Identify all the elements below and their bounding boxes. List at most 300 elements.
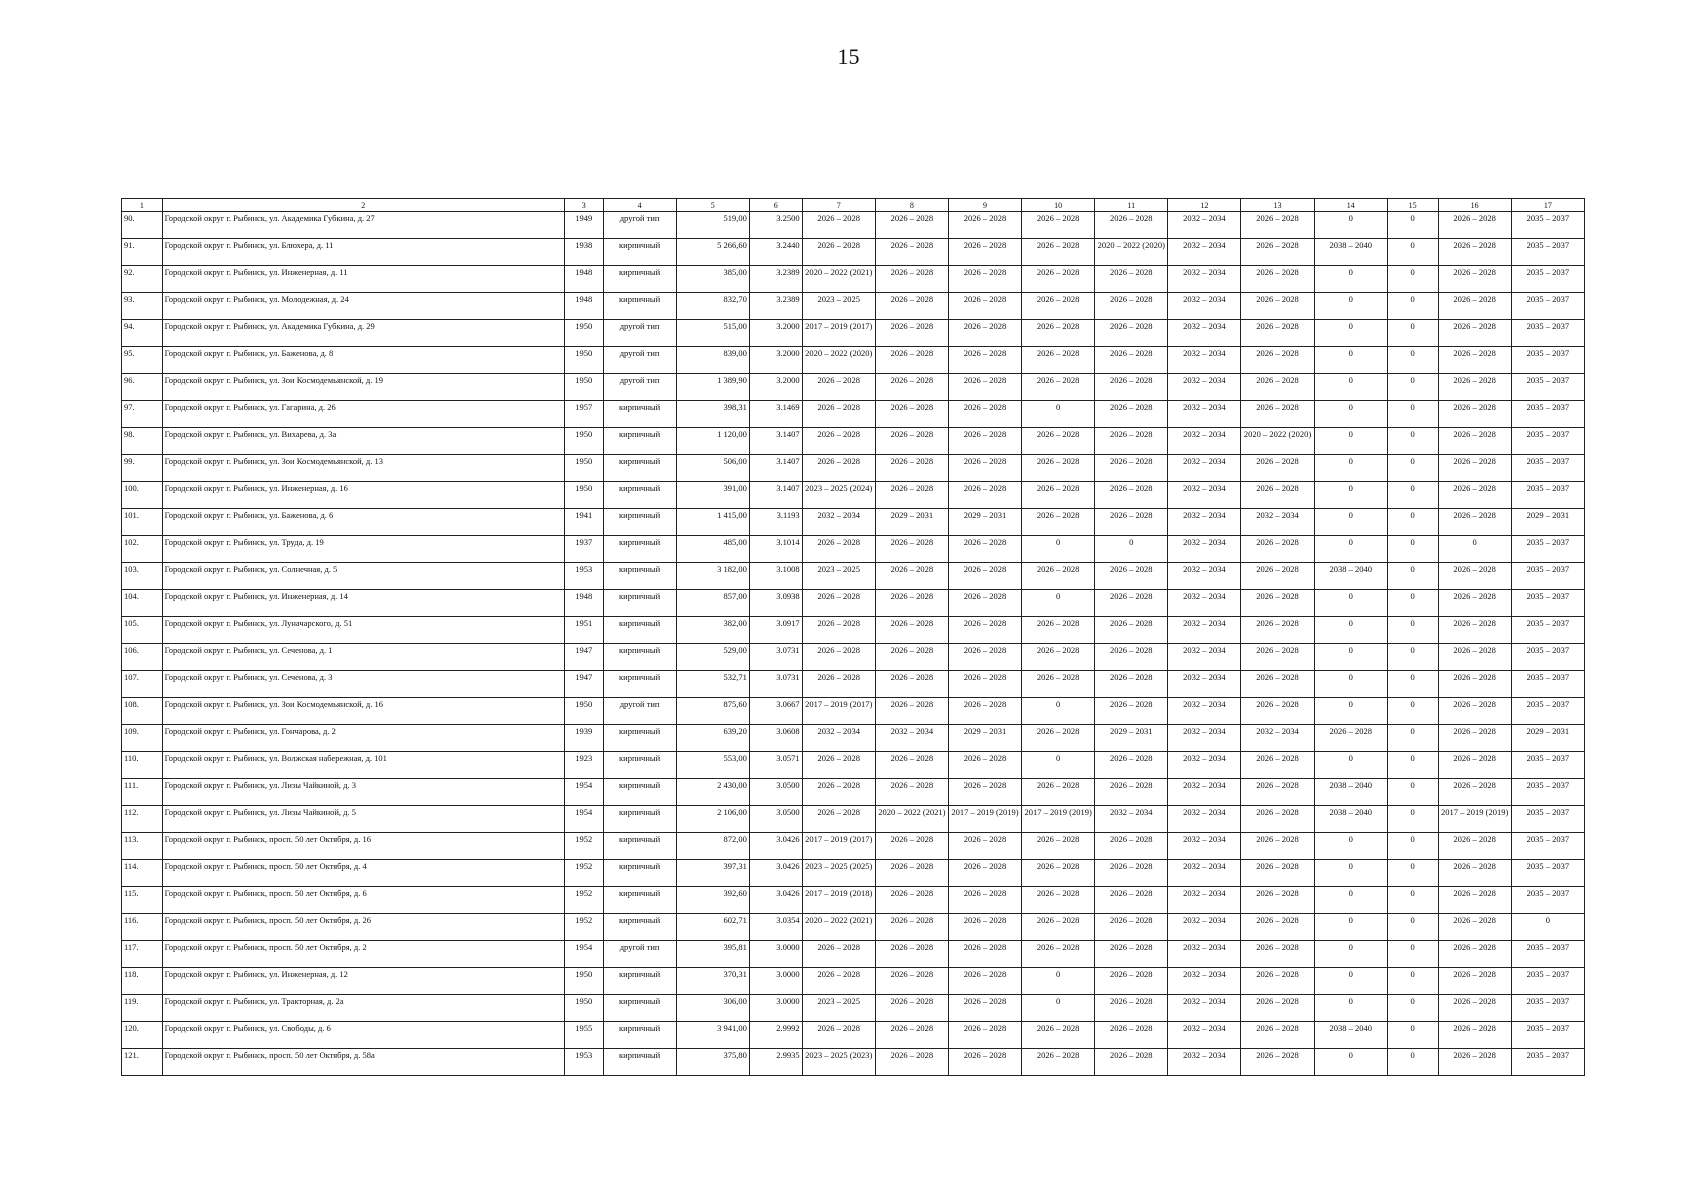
cell-col-13: 2026 – 2028 [1241, 1022, 1314, 1049]
cell-col-3: 1950 [564, 455, 603, 482]
cell-col-14: 0 [1314, 860, 1387, 887]
cell-col-10: 2026 – 2028 [1022, 482, 1095, 509]
table-row [122, 266, 1585, 293]
cell-col-14: 0 [1314, 644, 1387, 671]
cell-col-9: 2026 – 2028 [948, 1022, 1021, 1049]
cell-col-7: 2023 – 2025 [802, 293, 875, 320]
cell-col-6: 3.1407 [749, 455, 802, 482]
cell-col-4: другой тип [603, 941, 676, 968]
cell-col-2: Городской округ г. Рыбинск, просп. 50 лет Октября, д. 2 [162, 941, 564, 968]
cell-col-3: 1953 [564, 563, 603, 590]
cell-col-15: 0 [1387, 509, 1438, 536]
cell-col-7: 2026 – 2028 [802, 617, 875, 644]
cell-col-15: 0 [1387, 671, 1438, 698]
cell-col-4: кирпичный [603, 1049, 676, 1076]
column-header-14: 14 [1314, 199, 1387, 212]
cell-col-13: 2020 – 2022 (2020) [1241, 428, 1314, 455]
cell-col-2: Городской округ г. Рыбинск, ул. Тракторная, д. 2а [162, 995, 564, 1022]
cell-col-9: 2026 – 2028 [948, 374, 1021, 401]
cell-col-12: 2032 – 2034 [1168, 212, 1241, 239]
cell-col-1: 95. [122, 347, 163, 374]
cell-col-2: Городской округ г. Рыбинск, просп. 50 лет Октября, д. 58а [162, 1049, 564, 1076]
cell-col-7: 2026 – 2028 [802, 590, 875, 617]
cell-col-15: 0 [1387, 752, 1438, 779]
cell-col-11: 2026 – 2028 [1095, 887, 1168, 914]
cell-col-2: Городской округ г. Рыбинск, просп. 50 лет Октября, д. 6 [162, 887, 564, 914]
cell-col-16: 2026 – 2028 [1438, 1049, 1511, 1076]
cell-col-9: 2026 – 2028 [948, 320, 1021, 347]
cell-col-9: 2026 – 2028 [948, 860, 1021, 887]
cell-col-3: 1948 [564, 293, 603, 320]
cell-col-8: 2020 – 2022 (2021) [875, 806, 948, 833]
cell-col-13: 2026 – 2028 [1241, 995, 1314, 1022]
cell-col-12: 2032 – 2034 [1168, 347, 1241, 374]
cell-col-17: 2035 – 2037 [1511, 320, 1584, 347]
cell-col-1: 96. [122, 374, 163, 401]
cell-col-10: 2026 – 2028 [1022, 644, 1095, 671]
cell-col-16: 2026 – 2028 [1438, 995, 1511, 1022]
cell-col-10: 2026 – 2028 [1022, 1022, 1095, 1049]
cell-col-2: Городской округ г. Рыбинск, ул. Луначарского, д. 51 [162, 617, 564, 644]
table-row [122, 590, 1585, 617]
cell-col-8: 2032 – 2034 [875, 725, 948, 752]
cell-col-5: 1 389,90 [676, 374, 749, 401]
cell-col-7: 2020 – 2022 (2021) [802, 914, 875, 941]
cell-col-4: кирпичный [603, 293, 676, 320]
cell-col-6: 3.2389 [749, 266, 802, 293]
cell-col-16: 2026 – 2028 [1438, 752, 1511, 779]
cell-col-4: кирпичный [603, 644, 676, 671]
cell-col-10: 2026 – 2028 [1022, 563, 1095, 590]
cell-col-14: 0 [1314, 536, 1387, 563]
cell-col-10: 2026 – 2028 [1022, 914, 1095, 941]
cell-col-9: 2026 – 2028 [948, 644, 1021, 671]
cell-col-11: 2026 – 2028 [1095, 266, 1168, 293]
table-row [122, 887, 1585, 914]
cell-col-10: 2026 – 2028 [1022, 671, 1095, 698]
cell-col-17: 2035 – 2037 [1511, 239, 1584, 266]
cell-col-8: 2026 – 2028 [875, 1049, 948, 1076]
cell-col-12: 2032 – 2034 [1168, 293, 1241, 320]
cell-col-16: 2026 – 2028 [1438, 725, 1511, 752]
cell-col-1: 112. [122, 806, 163, 833]
cell-col-17: 2035 – 2037 [1511, 374, 1584, 401]
cell-col-13: 2026 – 2028 [1241, 833, 1314, 860]
cell-col-9: 2026 – 2028 [948, 779, 1021, 806]
cell-col-11: 2026 – 2028 [1095, 455, 1168, 482]
cell-col-4: кирпичный [603, 887, 676, 914]
cell-col-17: 2035 – 2037 [1511, 644, 1584, 671]
cell-col-12: 2032 – 2034 [1168, 644, 1241, 671]
cell-col-6: 3.0354 [749, 914, 802, 941]
cell-col-6: 3.0917 [749, 617, 802, 644]
cell-col-17: 2035 – 2037 [1511, 968, 1584, 995]
cell-col-12: 2032 – 2034 [1168, 887, 1241, 914]
cell-col-8: 2026 – 2028 [875, 239, 948, 266]
cell-col-11: 2026 – 2028 [1095, 320, 1168, 347]
cell-col-14: 0 [1314, 914, 1387, 941]
cell-col-9: 2026 – 2028 [948, 887, 1021, 914]
cell-col-8: 2026 – 2028 [875, 995, 948, 1022]
cell-col-16: 2026 – 2028 [1438, 266, 1511, 293]
cell-col-3: 1938 [564, 239, 603, 266]
cell-col-14: 0 [1314, 752, 1387, 779]
cell-col-3: 1950 [564, 968, 603, 995]
cell-col-11: 2026 – 2028 [1095, 1049, 1168, 1076]
cell-col-6: 3.0500 [749, 779, 802, 806]
table-row [122, 914, 1585, 941]
cell-col-5: 485,00 [676, 536, 749, 563]
cell-col-8: 2026 – 2028 [875, 779, 948, 806]
cell-col-9: 2026 – 2028 [948, 671, 1021, 698]
cell-col-5: 529,00 [676, 644, 749, 671]
cell-col-12: 2032 – 2034 [1168, 860, 1241, 887]
cell-col-3: 1947 [564, 644, 603, 671]
cell-col-2: Городской округ г. Рыбинск, ул. Инженерная, д. 16 [162, 482, 564, 509]
cell-col-14: 0 [1314, 941, 1387, 968]
cell-col-6: 3.1193 [749, 509, 802, 536]
cell-col-7: 2032 – 2034 [802, 725, 875, 752]
table-row [122, 725, 1585, 752]
cell-col-3: 1950 [564, 374, 603, 401]
cell-col-6: 3.2000 [749, 347, 802, 374]
cell-col-1: 116. [122, 914, 163, 941]
cell-col-1: 115. [122, 887, 163, 914]
cell-col-2: Городской округ г. Рыбинск, ул. Сеченова, д. 3 [162, 671, 564, 698]
cell-col-16: 2017 – 2019 (2019) [1438, 806, 1511, 833]
cell-col-1: 97. [122, 401, 163, 428]
cell-col-4: кирпичный [603, 995, 676, 1022]
cell-col-15: 0 [1387, 968, 1438, 995]
cell-col-15: 0 [1387, 644, 1438, 671]
cell-col-12: 2032 – 2034 [1168, 428, 1241, 455]
cell-col-16: 2026 – 2028 [1438, 293, 1511, 320]
cell-col-4: другой тип [603, 212, 676, 239]
cell-col-16: 0 [1438, 536, 1511, 563]
cell-col-7: 2017 – 2019 (2017) [802, 833, 875, 860]
cell-col-8: 2026 – 2028 [875, 914, 948, 941]
cell-col-5: 370,31 [676, 968, 749, 995]
cell-col-9: 2026 – 2028 [948, 455, 1021, 482]
cell-col-13: 2026 – 2028 [1241, 590, 1314, 617]
cell-col-16: 2026 – 2028 [1438, 374, 1511, 401]
cell-col-14: 0 [1314, 293, 1387, 320]
cell-col-17: 2035 – 2037 [1511, 833, 1584, 860]
table-row [122, 536, 1585, 563]
cell-col-13: 2026 – 2028 [1241, 644, 1314, 671]
cell-col-15: 0 [1387, 536, 1438, 563]
cell-col-1: 113. [122, 833, 163, 860]
cell-col-16: 2026 – 2028 [1438, 590, 1511, 617]
cell-col-13: 2026 – 2028 [1241, 806, 1314, 833]
cell-col-12: 2032 – 2034 [1168, 833, 1241, 860]
cell-col-17: 2035 – 2037 [1511, 887, 1584, 914]
cell-col-6: 3.2500 [749, 212, 802, 239]
cell-col-14: 0 [1314, 968, 1387, 995]
cell-col-17: 2035 – 2037 [1511, 212, 1584, 239]
cell-col-17: 2035 – 2037 [1511, 590, 1584, 617]
cell-col-12: 2032 – 2034 [1168, 374, 1241, 401]
cell-col-13: 2026 – 2028 [1241, 941, 1314, 968]
cell-col-15: 0 [1387, 995, 1438, 1022]
cell-col-10: 0 [1022, 752, 1095, 779]
cell-col-10: 2026 – 2028 [1022, 725, 1095, 752]
cell-col-15: 0 [1387, 293, 1438, 320]
cell-col-11: 2026 – 2028 [1095, 617, 1168, 644]
cell-col-11: 2026 – 2028 [1095, 509, 1168, 536]
cell-col-17: 2035 – 2037 [1511, 806, 1584, 833]
cell-col-14: 0 [1314, 590, 1387, 617]
column-header-12: 12 [1168, 199, 1241, 212]
cell-col-10: 2026 – 2028 [1022, 428, 1095, 455]
cell-col-8: 2026 – 2028 [875, 401, 948, 428]
cell-col-4: кирпичный [603, 482, 676, 509]
cell-col-4: другой тип [603, 374, 676, 401]
cell-col-8: 2026 – 2028 [875, 347, 948, 374]
cell-col-5: 306,00 [676, 995, 749, 1022]
cell-col-17: 2035 – 2037 [1511, 779, 1584, 806]
cell-col-9: 2026 – 2028 [948, 833, 1021, 860]
cell-col-16: 2026 – 2028 [1438, 887, 1511, 914]
cell-col-7: 2026 – 2028 [802, 536, 875, 563]
cell-col-5: 832,70 [676, 293, 749, 320]
column-header-2: 2 [162, 199, 564, 212]
cell-col-14: 0 [1314, 617, 1387, 644]
cell-col-7: 2032 – 2034 [802, 509, 875, 536]
cell-col-3: 1939 [564, 725, 603, 752]
cell-col-14: 0 [1314, 266, 1387, 293]
cell-col-15: 0 [1387, 374, 1438, 401]
cell-col-14: 0 [1314, 428, 1387, 455]
cell-col-4: другой тип [603, 320, 676, 347]
cell-col-14: 0 [1314, 212, 1387, 239]
cell-col-2: Городской округ г. Рыбинск, ул. Инженерная, д. 11 [162, 266, 564, 293]
column-header-6: 6 [749, 199, 802, 212]
table-row [122, 1022, 1585, 1049]
cell-col-8: 2026 – 2028 [875, 887, 948, 914]
cell-col-10: 2026 – 2028 [1022, 239, 1095, 266]
cell-col-3: 1951 [564, 617, 603, 644]
cell-col-6: 2.9992 [749, 1022, 802, 1049]
cell-col-15: 0 [1387, 1022, 1438, 1049]
cell-col-5: 1 120,00 [676, 428, 749, 455]
cell-col-1: 114. [122, 860, 163, 887]
cell-col-14: 0 [1314, 833, 1387, 860]
cell-col-10: 2026 – 2028 [1022, 833, 1095, 860]
cell-col-5: 392,60 [676, 887, 749, 914]
cell-col-6: 3.0426 [749, 887, 802, 914]
column-header-9: 9 [948, 199, 1021, 212]
cell-col-7: 2017 – 2019 (2017) [802, 698, 875, 725]
cell-col-14: 2038 – 2040 [1314, 239, 1387, 266]
cell-col-2: Городской округ г. Рыбинск, ул. Сеченова, д. 1 [162, 644, 564, 671]
table-row [122, 1049, 1585, 1076]
cell-col-17: 2035 – 2037 [1511, 698, 1584, 725]
cell-col-4: кирпичный [603, 563, 676, 590]
cell-col-15: 0 [1387, 455, 1438, 482]
cell-col-6: 3.0000 [749, 995, 802, 1022]
cell-col-16: 2026 – 2028 [1438, 455, 1511, 482]
cell-col-3: 1957 [564, 401, 603, 428]
table-row [122, 563, 1585, 590]
table-row [122, 779, 1585, 806]
cell-col-13: 2026 – 2028 [1241, 1049, 1314, 1076]
cell-col-13: 2026 – 2028 [1241, 347, 1314, 374]
table-row [122, 509, 1585, 536]
cell-col-7: 2023 – 2025 (2025) [802, 860, 875, 887]
cell-col-11: 2026 – 2028 [1095, 968, 1168, 995]
table-row [122, 320, 1585, 347]
cell-col-2: Городской округ г. Рыбинск, ул. Зои Космодемьянской, д. 19 [162, 374, 564, 401]
cell-col-11: 2026 – 2028 [1095, 860, 1168, 887]
cell-col-7: 2023 – 2025 (2023) [802, 1049, 875, 1076]
cell-col-10: 0 [1022, 968, 1095, 995]
cell-col-10: 0 [1022, 995, 1095, 1022]
table-header [122, 199, 1585, 212]
cell-col-12: 2032 – 2034 [1168, 401, 1241, 428]
cell-col-6: 3.0426 [749, 833, 802, 860]
cell-col-13: 2026 – 2028 [1241, 320, 1314, 347]
cell-col-5: 3 941,00 [676, 1022, 749, 1049]
cell-col-1: 93. [122, 293, 163, 320]
cell-col-2: Городской округ г. Рыбинск, ул. Академика Губкина, д. 27 [162, 212, 564, 239]
cell-col-14: 0 [1314, 698, 1387, 725]
cell-col-12: 2032 – 2034 [1168, 536, 1241, 563]
cell-col-15: 0 [1387, 698, 1438, 725]
cell-col-2: Городской округ г. Рыбинск, ул. Свободы, д. 6 [162, 1022, 564, 1049]
cell-col-6: 3.0731 [749, 644, 802, 671]
cell-col-1: 101. [122, 509, 163, 536]
cell-col-7: 2020 – 2022 (2021) [802, 266, 875, 293]
column-header-13: 13 [1241, 199, 1314, 212]
cell-col-9: 2026 – 2028 [948, 347, 1021, 374]
cell-col-3: 1952 [564, 833, 603, 860]
table-row [122, 239, 1585, 266]
cell-col-1: 117. [122, 941, 163, 968]
cell-col-5: 385,00 [676, 266, 749, 293]
cell-col-10: 0 [1022, 590, 1095, 617]
cell-col-5: 639,20 [676, 725, 749, 752]
cell-col-11: 2026 – 2028 [1095, 563, 1168, 590]
cell-col-16: 2026 – 2028 [1438, 779, 1511, 806]
table-row [122, 455, 1585, 482]
cell-col-3: 1950 [564, 347, 603, 374]
cell-col-10: 2026 – 2028 [1022, 887, 1095, 914]
cell-col-15: 0 [1387, 590, 1438, 617]
cell-col-5: 5 266,60 [676, 239, 749, 266]
cell-col-11: 2026 – 2028 [1095, 590, 1168, 617]
cell-col-8: 2026 – 2028 [875, 536, 948, 563]
cell-col-13: 2026 – 2028 [1241, 536, 1314, 563]
cell-col-14: 0 [1314, 1049, 1387, 1076]
cell-col-5: 872,00 [676, 833, 749, 860]
cell-col-7: 2026 – 2028 [802, 806, 875, 833]
cell-col-3: 1947 [564, 671, 603, 698]
cell-col-2: Городской округ г. Рыбинск, ул. Труда, д. 19 [162, 536, 564, 563]
cell-col-16: 2026 – 2028 [1438, 1022, 1511, 1049]
cell-col-4: кирпичный [603, 617, 676, 644]
cell-col-17: 2035 – 2037 [1511, 941, 1584, 968]
cell-col-5: 532,71 [676, 671, 749, 698]
cell-col-8: 2026 – 2028 [875, 482, 948, 509]
cell-col-3: 1954 [564, 941, 603, 968]
cell-col-1: 102. [122, 536, 163, 563]
cell-col-17: 2035 – 2037 [1511, 671, 1584, 698]
cell-col-15: 0 [1387, 806, 1438, 833]
cell-col-10: 0 [1022, 698, 1095, 725]
cell-col-4: кирпичный [603, 860, 676, 887]
cell-col-15: 0 [1387, 779, 1438, 806]
cell-col-1: 94. [122, 320, 163, 347]
cell-col-8: 2026 – 2028 [875, 293, 948, 320]
cell-col-1: 90. [122, 212, 163, 239]
table-row [122, 671, 1585, 698]
cell-col-5: 553,00 [676, 752, 749, 779]
cell-col-13: 2026 – 2028 [1241, 860, 1314, 887]
cell-col-12: 2032 – 2034 [1168, 968, 1241, 995]
cell-col-15: 0 [1387, 320, 1438, 347]
cell-col-10: 2026 – 2028 [1022, 320, 1095, 347]
cell-col-8: 2026 – 2028 [875, 428, 948, 455]
cell-col-2: Городской округ г. Рыбинск, просп. 50 лет Октября, д. 16 [162, 833, 564, 860]
cell-col-16: 2026 – 2028 [1438, 320, 1511, 347]
cell-col-8: 2026 – 2028 [875, 833, 948, 860]
column-header-4: 4 [603, 199, 676, 212]
cell-col-7: 2026 – 2028 [802, 941, 875, 968]
cell-col-9: 2029 – 2031 [948, 725, 1021, 752]
table-row [122, 752, 1585, 779]
cell-col-6: 3.2440 [749, 239, 802, 266]
cell-col-7: 2026 – 2028 [802, 644, 875, 671]
cell-col-6: 3.2000 [749, 320, 802, 347]
cell-col-4: кирпичный [603, 833, 676, 860]
cell-col-16: 2026 – 2028 [1438, 914, 1511, 941]
cell-col-17: 2035 – 2037 [1511, 1049, 1584, 1076]
cell-col-7: 2026 – 2028 [802, 1022, 875, 1049]
cell-col-12: 2032 – 2034 [1168, 590, 1241, 617]
cell-col-2: Городской округ г. Рыбинск, ул. Волжская набережная, д. 101 [162, 752, 564, 779]
cell-col-17: 2035 – 2037 [1511, 752, 1584, 779]
cell-col-15: 0 [1387, 482, 1438, 509]
cell-col-15: 0 [1387, 725, 1438, 752]
cell-col-5: 2 106,00 [676, 806, 749, 833]
cell-col-16: 2026 – 2028 [1438, 698, 1511, 725]
cell-col-5: 395,81 [676, 941, 749, 968]
cell-col-2: Городской округ г. Рыбинск, ул. Вихарева, д. 3а [162, 428, 564, 455]
cell-col-7: 2023 – 2025 (2024) [802, 482, 875, 509]
cell-col-15: 0 [1387, 941, 1438, 968]
cell-col-16: 2026 – 2028 [1438, 617, 1511, 644]
cell-col-3: 1952 [564, 914, 603, 941]
cell-col-3: 1950 [564, 320, 603, 347]
cell-col-3: 1954 [564, 779, 603, 806]
cell-col-1: 103. [122, 563, 163, 590]
cell-col-8: 2026 – 2028 [875, 617, 948, 644]
cell-col-8: 2026 – 2028 [875, 671, 948, 698]
cell-col-8: 2026 – 2028 [875, 941, 948, 968]
cell-col-5: 1 415,00 [676, 509, 749, 536]
cell-col-14: 0 [1314, 374, 1387, 401]
cell-col-9: 2026 – 2028 [948, 617, 1021, 644]
cell-col-10: 2026 – 2028 [1022, 455, 1095, 482]
cell-col-14: 2038 – 2040 [1314, 806, 1387, 833]
cell-col-10: 2026 – 2028 [1022, 266, 1095, 293]
cell-col-4: другой тип [603, 698, 676, 725]
cell-col-5: 515,00 [676, 320, 749, 347]
cell-col-11: 0 [1095, 536, 1168, 563]
column-header-1: 1 [122, 199, 163, 212]
cell-col-10: 0 [1022, 536, 1095, 563]
